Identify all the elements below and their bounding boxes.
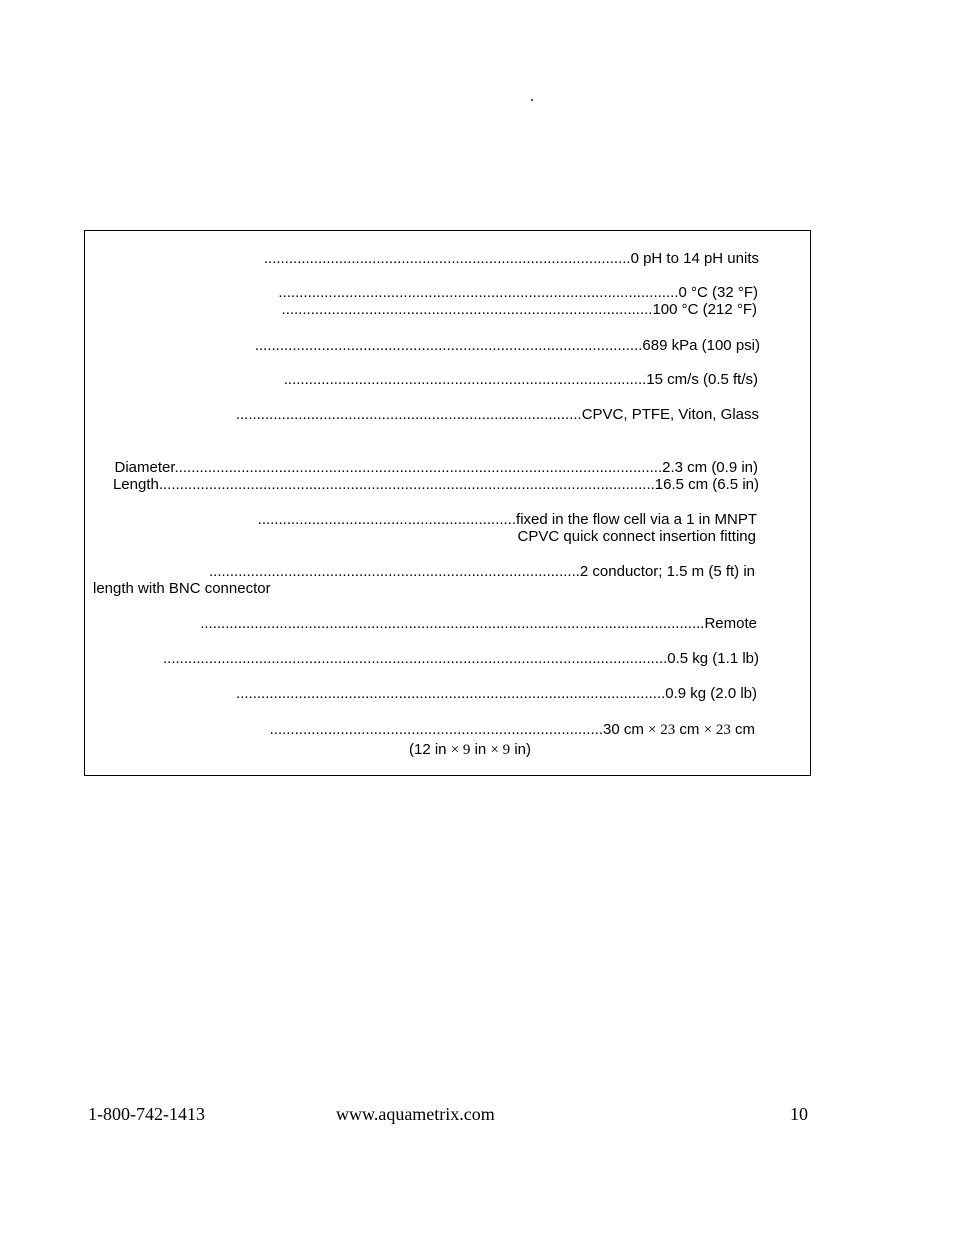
footer-page-number: 10 — [790, 1104, 808, 1124]
spec-preamp: .........................................................................................................................Remote — [200, 615, 757, 632]
dims-imperial-start: (12 in — [409, 741, 451, 758]
dims-metric-x1: × 23 — [648, 722, 676, 738]
dims-metric-start: ................................................................................30 cm — [269, 721, 649, 738]
spec-temp-max: .........................................................................................100 °C (212 °F) — [281, 301, 757, 318]
dims-imperial-x1: × 9 — [450, 742, 471, 758]
spec-cable-line2: length with BNC connector — [93, 580, 271, 597]
spec-cable-line1: .........................................................................................2 conductor; 1.5 m (5 ft) in — [209, 563, 755, 580]
spec-diameter: Diameter.....................................................................................................................2.3 cm (0.9 in) — [114, 459, 758, 476]
spec-range: ........................................................................................0 pH to 14 pH units — [263, 250, 759, 267]
specifications-box — [84, 230, 811, 776]
header-dot: . — [530, 88, 534, 105]
spec-dimensions-imperial — [409, 741, 531, 759]
spec-dimensions-metric — [270, 721, 755, 739]
dims-imperial-x2: × 9 — [490, 742, 511, 758]
footer-phone: 1-800-742-1413 — [88, 1104, 205, 1124]
footer-website: www.aquametrix.com — [336, 1104, 495, 1124]
spec-mounting-line1: ..............................................................fixed in the flow cell via a 1 in MNPT — [257, 511, 757, 528]
dims-metric-end: cm — [730, 721, 755, 738]
spec-temp-min: ................................................................................................0 °C (32 °F) — [278, 284, 758, 301]
spec-length: Length.......................................................................................................................16.5 cm (6.5 in) — [112, 476, 759, 493]
spec-flow: .......................................................................................15 cm/s (0.5 ft/s) — [283, 371, 758, 388]
dims-metric-mid: cm — [675, 721, 704, 738]
spec-weight-1: .........................................................................................................................0.5 kg (1.1 lb) — [163, 650, 759, 667]
spec-pressure: .............................................................................................689 kPa (100 psi) — [254, 337, 760, 354]
spec-weight-2: .......................................................................................................0.9 kg (2.0 lb) — [236, 685, 757, 702]
spec-mounting-line2: CPVC quick connect insertion fitting — [517, 528, 756, 545]
spec-materials: ...................................................................................CPVC, PTFE, Viton, Glass — [235, 406, 759, 423]
dims-metric-x2: × 23 — [703, 722, 731, 738]
dims-imperial-mid: in — [470, 741, 491, 758]
dims-imperial-end: in) — [510, 741, 531, 758]
